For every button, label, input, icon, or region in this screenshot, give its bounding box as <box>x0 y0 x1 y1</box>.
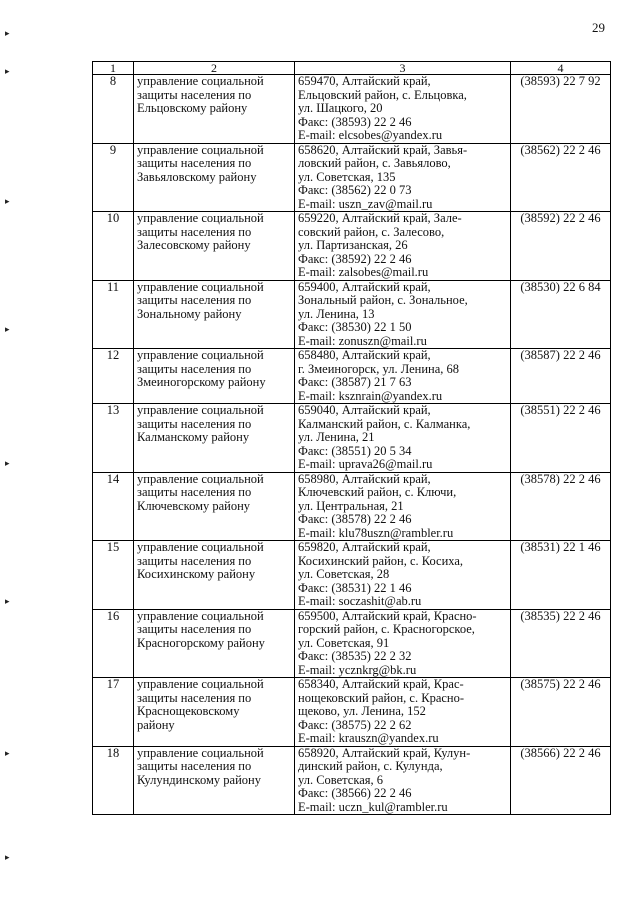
agency-name-line: управление социальной <box>137 745 264 760</box>
address-line: Факс: (38562) 22 0 73 <box>298 183 412 197</box>
agency-name-line: защиты населения по <box>137 156 252 170</box>
agency-name-cell <box>134 75 295 144</box>
agency-name-line: защиты населения по <box>137 416 252 431</box>
agency-name-cell <box>134 143 295 212</box>
address-line: щеково, ул. Ленина, 152 <box>298 704 426 718</box>
scan-margin-mark: ▸ <box>5 28 10 38</box>
table-row <box>93 746 611 815</box>
agency-name-line: защиты населения по <box>137 622 252 636</box>
phone-cell: (38535) 22 2 46 <box>511 609 611 678</box>
address-line: ул. Партизанская, 26 <box>298 238 408 252</box>
address-line: E-mail: uczn_kul@rambler.ru <box>298 799 448 814</box>
agency-name-line: управление социальной <box>137 677 264 691</box>
address-line: Зональный район, с. Зональное, <box>298 293 468 307</box>
scan-margin-mark: ▸ <box>5 66 10 76</box>
address-line: г. Змеиногорск, ул. Ленина, 68 <box>298 361 459 376</box>
address-line: ул. Советская, 91 <box>298 635 390 650</box>
agency-name-line: Завьяловскому району <box>137 169 257 184</box>
scan-margin-mark: ▸ <box>5 458 10 468</box>
address-line: 658920, Алтайский край, Кулун- <box>298 745 471 760</box>
agency-name-line: Калманскому району <box>137 430 250 444</box>
table-row <box>93 280 611 349</box>
agency-name-cell <box>134 678 295 747</box>
address-line: ул. Советская, 135 <box>298 169 396 184</box>
address-cell <box>295 678 511 747</box>
address-line: совский район, с. Залесово, <box>298 224 445 239</box>
agency-name-line: Кулундинскому району <box>137 772 261 787</box>
table-row <box>93 404 611 473</box>
address-cell <box>295 349 511 404</box>
address-line: 658620, Алтайский край, Завья- <box>298 142 468 157</box>
scan-margin-mark: ▸ <box>5 748 10 758</box>
address-line: Факс: (38575) 22 2 62 <box>298 717 412 732</box>
address-cell <box>295 75 511 144</box>
address-line: 659040, Алтайский край, <box>298 403 431 417</box>
address-cell <box>295 746 511 815</box>
agency-name-cell <box>134 746 295 815</box>
agency-name-cell <box>134 280 295 349</box>
phone-cell: (38551) 22 2 46 <box>511 404 611 473</box>
address-line: 658480, Алтайский край, <box>298 348 431 362</box>
agency-name-cell <box>134 404 295 473</box>
address-line: Факс: (38531) 22 1 46 <box>298 580 412 595</box>
address-cell <box>295 541 511 610</box>
address-line: Факс: (38535) 22 2 32 <box>298 649 412 663</box>
agency-name-line: управление социальной <box>137 471 264 486</box>
address-cell <box>295 280 511 349</box>
address-line: 658340, Алтайский край, Крас- <box>298 677 464 691</box>
agency-name-line: Ельцовскому району <box>137 101 248 115</box>
table-row <box>93 143 611 212</box>
page-number: 29 <box>592 20 605 35</box>
address-line: E-mail: soczashit@ab.ru <box>298 594 422 608</box>
address-line: Факс: (38593) 22 2 46 <box>298 114 412 129</box>
address-line: Факс: (38530) 22 1 50 <box>298 320 412 334</box>
address-line: Ельцовский район, с. Ельцовка, <box>298 87 467 102</box>
address-line: E-mail: zonuszn@mail.ru <box>298 333 427 348</box>
agency-name-line: району <box>137 717 175 732</box>
table-row <box>93 678 611 747</box>
address-line: ловский район, с. Завьялово, <box>298 156 451 170</box>
address-line: 659470, Алтайский край, <box>298 74 431 88</box>
column-number: 4 <box>511 62 611 75</box>
row-number: 17 <box>93 678 134 747</box>
column-number: 2 <box>134 62 295 75</box>
agency-name-line: управление социальной <box>137 142 264 157</box>
column-number-row <box>93 62 611 75</box>
phone-cell: (38587) 22 2 46 <box>511 349 611 404</box>
address-cell <box>295 609 511 678</box>
row-number: 18 <box>93 746 134 815</box>
column-number: 1 <box>93 62 134 75</box>
social-protection-directory-table <box>92 61 611 815</box>
address-line: Ключевский район, с. Ключи, <box>298 485 457 499</box>
phone-cell: (38575) 22 2 46 <box>511 678 611 747</box>
address-line: 659820, Алтайский край, <box>298 540 431 554</box>
scan-margin-mark: ▸ <box>5 852 10 862</box>
address-line: E-mail: ksznrain@yandex.ru <box>298 388 443 403</box>
scan-margin-mark: ▸ <box>5 196 10 206</box>
phone-cell: (38566) 22 2 46 <box>511 746 611 815</box>
column-number: 3 <box>295 62 511 75</box>
address-line: горский район, с. Красногорское, <box>298 622 475 636</box>
agency-name-line: управление социальной <box>137 279 264 294</box>
address-line: ул. Ленина, 21 <box>298 430 375 444</box>
phone-cell: (38593) 22 7 92 <box>511 75 611 144</box>
address-line: E-mail: elcsobes@yandex.ru <box>298 128 443 142</box>
address-cell <box>295 404 511 473</box>
row-number: 9 <box>93 143 134 212</box>
address-line: нощековский район, с. Красно- <box>298 690 465 705</box>
address-cell <box>295 143 511 212</box>
phone-cell: (38530) 22 6 84 <box>511 280 611 349</box>
address-line: 658980, Алтайский край, <box>298 471 431 486</box>
address-line: Факс: (38587) 21 7 63 <box>298 375 412 389</box>
phone-cell: (38578) 22 2 46 <box>511 472 611 541</box>
table-row <box>93 609 611 678</box>
agency-name-line: управление социальной <box>137 608 264 623</box>
agency-name-line: управление социальной <box>137 74 264 88</box>
agency-name-line: Ключевскому району <box>137 498 251 513</box>
address-line: E-mail: zalsobes@mail.ru <box>298 265 429 279</box>
agency-name-line: Косихинскому району <box>137 567 256 581</box>
address-line: 659500, Алтайский край, Красно- <box>298 608 477 623</box>
agency-name-line: защиты населения по <box>137 553 252 568</box>
address-cell <box>295 472 511 541</box>
agency-name-line: Красногорскому району <box>137 635 265 650</box>
agency-name-line: защиты населения по <box>137 224 252 239</box>
address-line: Факс: (38566) 22 2 46 <box>298 786 412 800</box>
address-line: Косихинский район, с. Косиха, <box>298 553 464 568</box>
address-line: Факс: (38578) 22 2 46 <box>298 512 412 526</box>
table-row <box>93 472 611 541</box>
agency-name-line: защиты населения по <box>137 485 252 499</box>
agency-name-line: управление социальной <box>137 403 264 417</box>
address-line: 659400, Алтайский край, <box>298 279 431 294</box>
address-line: ул. Центральная, 21 <box>298 498 404 513</box>
address-line: Факс: (38592) 22 2 46 <box>298 251 412 266</box>
agency-name-line: защиты населения по <box>137 87 252 102</box>
agency-name-line: Краснощековскому <box>137 704 240 718</box>
agency-name-line: защиты населения по <box>137 361 252 376</box>
agency-name-cell <box>134 212 295 281</box>
agency-name-line: Змеиногорскому району <box>137 375 266 389</box>
address-cell <box>295 212 511 281</box>
agency-name-line: управление социальной <box>137 211 264 225</box>
address-line: E-mail: krauszn@yandex.ru <box>298 731 439 745</box>
address-line: E-mail: klu78uszn@rambler.ru <box>298 525 454 540</box>
address-line: ул. Шацкого, 20 <box>298 101 383 115</box>
phone-cell: (38562) 22 2 46 <box>511 143 611 212</box>
row-number: 12 <box>93 349 134 404</box>
address-line: Калманский район, с. Калманка, <box>298 416 471 431</box>
phone-cell: (38531) 22 1 46 <box>511 541 611 610</box>
row-number: 14 <box>93 472 134 541</box>
table-row <box>93 75 611 144</box>
address-line: ул. Советская, 6 <box>298 772 383 787</box>
scan-margin-mark: ▸ <box>5 324 10 334</box>
phone-cell: (38592) 22 2 46 <box>511 212 611 281</box>
agency-name-line: защиты населения по <box>137 759 252 773</box>
agency-name-cell <box>134 541 295 610</box>
address-line: ул. Советская, 28 <box>298 567 390 581</box>
agency-name-line: управление социальной <box>137 540 264 554</box>
row-number: 13 <box>93 404 134 473</box>
agency-name-cell <box>134 609 295 678</box>
row-number: 11 <box>93 280 134 349</box>
address-line: E-mail: uszn_zav@mail.ru <box>298 196 433 211</box>
agency-name-cell <box>134 472 295 541</box>
address-line: Факс: (38551) 20 5 34 <box>298 443 412 458</box>
table-row <box>93 541 611 610</box>
address-line: 659220, Алтайский край, Зале- <box>298 211 462 225</box>
agency-name-line: Зональному району <box>137 306 242 321</box>
agency-name-line: защиты населения по <box>137 293 252 307</box>
scan-margin-mark: ▸ <box>5 596 10 606</box>
row-number: 10 <box>93 212 134 281</box>
agency-name-line: защиты населения по <box>137 690 252 705</box>
agency-name-line: управление социальной <box>137 348 264 362</box>
agency-name-line: Залесовскому району <box>137 238 251 252</box>
row-number: 15 <box>93 541 134 610</box>
address-line: E-mail: uprava26@mail.ru <box>298 457 433 471</box>
row-number: 16 <box>93 609 134 678</box>
address-line: E-mail: ycznkrg@bk.ru <box>298 662 417 677</box>
row-number: 8 <box>93 75 134 144</box>
table-body <box>93 75 611 815</box>
agency-name-cell <box>134 349 295 404</box>
address-line: динский район, с. Кулунда, <box>298 759 443 773</box>
table-row <box>93 349 611 404</box>
address-line: ул. Ленина, 13 <box>298 306 375 321</box>
table-row <box>93 212 611 281</box>
